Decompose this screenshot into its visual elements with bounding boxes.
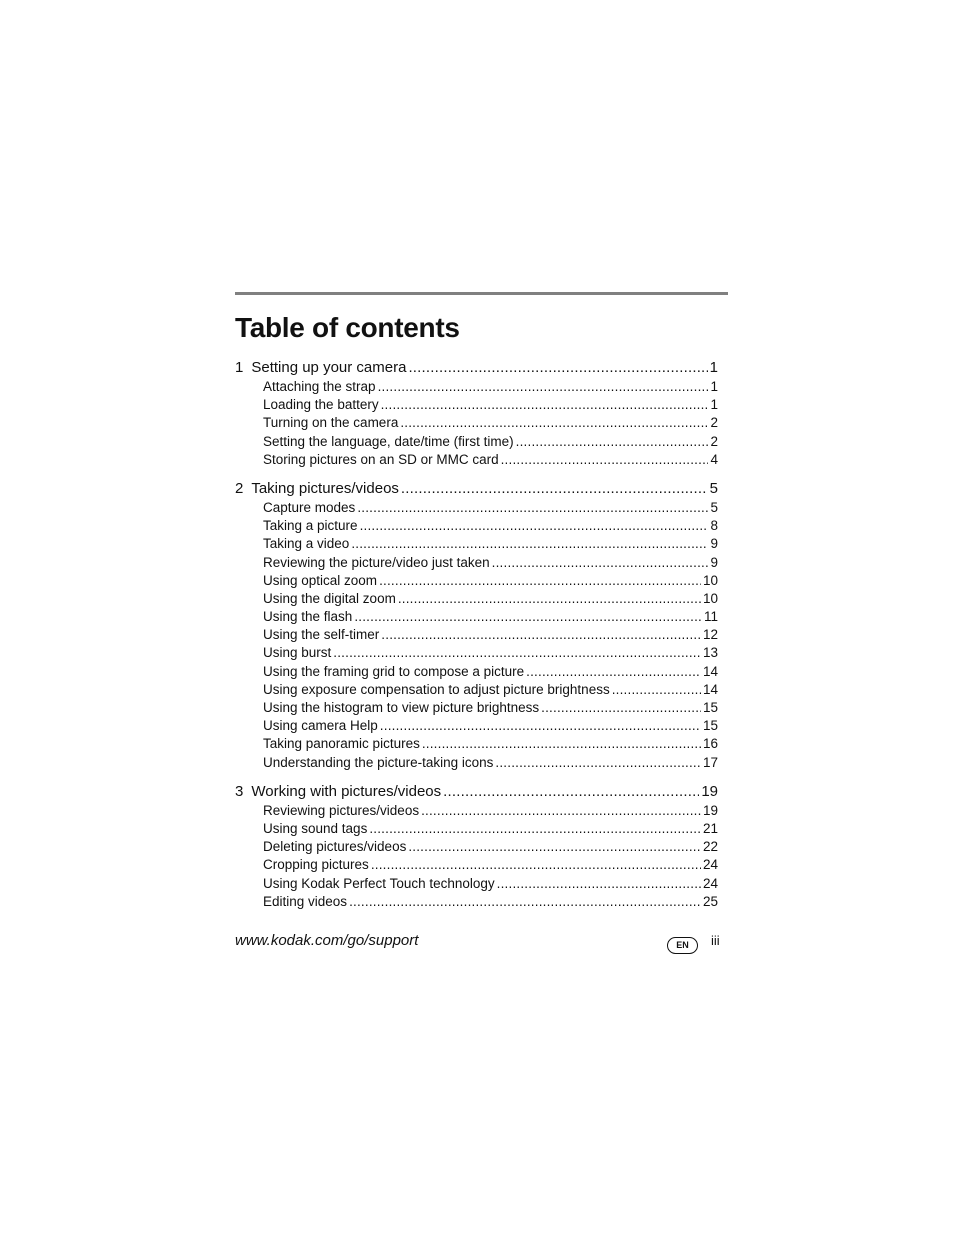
toc-entry-label: Using camera Help	[263, 718, 378, 734]
toc-entry-label: Attaching the strap	[263, 379, 376, 394]
toc-entry[interactable]	[235, 517, 718, 535]
toc-chapter-2	[235, 479, 718, 772]
toc-chapter-3	[235, 782, 718, 911]
toc-entry-page-number: 2	[710, 433, 718, 449]
footer-support-link[interactable]: www.kodak.com/go/support	[235, 932, 419, 949]
toc-entry-page-number: 12	[702, 627, 718, 643]
toc-entry[interactable]	[235, 433, 718, 451]
toc-entry-page-number: 13	[702, 645, 718, 661]
chapter-number: 3	[235, 782, 244, 800]
toc-entry[interactable]	[235, 590, 718, 608]
toc-entry[interactable]	[235, 644, 718, 662]
toc-entry-label: Taking a picture	[263, 518, 358, 534]
dot-leader	[349, 893, 701, 911]
toc-entry-label: Using the histogram to view picture brightness	[263, 700, 540, 715]
dot-leader	[541, 699, 701, 717]
toc-entry[interactable]	[235, 608, 718, 626]
toc-entry-label: Using Kodak Perfect Touch technology	[263, 875, 495, 891]
toc-entry-page-number: 17	[702, 754, 718, 770]
toc-entry-page-number: 16	[702, 736, 718, 752]
page-title: Table of contents	[235, 312, 460, 343]
dot-leader	[379, 572, 701, 590]
dot-leader	[408, 358, 707, 378]
toc-entry-label: Using optical zoom	[263, 572, 378, 588]
toc-entry-label: Using the flash	[263, 609, 353, 625]
toc-entry-page-number: 19	[702, 802, 718, 818]
toc-entry-page-number: 10	[702, 590, 718, 606]
toc-entry-page-number: 8	[710, 518, 718, 534]
toc-entry-label: Reviewing pictures/videos	[263, 802, 420, 818]
toc-chapter-heading[interactable]	[235, 358, 718, 378]
toc-entry-page-number: 5	[710, 499, 718, 515]
dot-leader	[612, 681, 701, 699]
toc-entry[interactable]	[235, 414, 718, 432]
toc-entry[interactable]	[235, 451, 718, 469]
toc-entry[interactable]	[235, 820, 718, 838]
title-rule	[235, 292, 728, 295]
toc-entry[interactable]	[235, 893, 718, 911]
toc-entry-page-number: 2	[710, 415, 718, 431]
dot-leader	[381, 626, 701, 644]
toc-entry-label: Editing videos	[263, 893, 348, 909]
chapter-number: 2	[235, 479, 244, 497]
toc-entry[interactable]	[235, 802, 718, 820]
dot-leader	[380, 717, 701, 735]
toc-entry-page-number: 9	[710, 536, 718, 552]
language-badge: EN	[667, 937, 698, 954]
dot-leader	[421, 802, 701, 820]
toc-entry-page-number: 21	[702, 820, 718, 836]
toc-entry[interactable]	[235, 535, 718, 553]
toc-entry-page-number: 1	[710, 397, 718, 413]
toc-entry-page-number: 4	[710, 451, 718, 467]
toc-entry-label: Setting the language, date/time (first time)	[263, 433, 514, 449]
toc-entry-page-number: 10	[702, 572, 718, 588]
toc-entry-page-number: 14	[702, 681, 718, 697]
toc-entry-label: Turning on the camera	[263, 415, 399, 431]
toc-entry[interactable]	[235, 663, 718, 681]
toc-entry-page-number: 1	[710, 379, 718, 394]
toc-entry-label: Taking panoramic pictures	[263, 736, 420, 752]
toc-entry-page-number: 15	[702, 700, 718, 715]
chapter-page-number: 19	[701, 782, 718, 800]
toc-entry-label: Understanding the picture-taking icons	[263, 754, 494, 770]
toc-entry-label: Storing pictures on an SD or MMC card	[263, 451, 499, 467]
dot-leader	[369, 820, 701, 838]
toc-entry[interactable]	[235, 499, 718, 517]
page-number: iii	[711, 933, 720, 948]
chapter-number: 1	[235, 359, 244, 376]
dot-leader	[501, 451, 709, 469]
toc-entry[interactable]	[235, 754, 718, 772]
dot-leader	[401, 479, 708, 499]
toc-entry[interactable]	[235, 554, 718, 572]
chapter-page-number: 1	[709, 359, 718, 376]
toc-entry[interactable]	[235, 699, 718, 717]
dot-leader	[354, 608, 702, 626]
toc-entry[interactable]	[235, 572, 718, 590]
toc-entry[interactable]	[235, 735, 718, 753]
toc-entry-page-number: 15	[702, 718, 718, 734]
dot-leader	[526, 663, 701, 681]
dot-leader	[371, 856, 701, 874]
toc-entry[interactable]	[235, 717, 718, 735]
dot-leader	[422, 735, 701, 753]
toc-entry-label: Using the digital zoom	[263, 590, 396, 606]
dot-leader	[351, 535, 708, 553]
toc-entry-label: Loading the battery	[263, 397, 379, 413]
toc-entry-page-number: 25	[702, 893, 718, 909]
dot-leader	[378, 378, 709, 396]
toc-entry-label: Deleting pictures/videos	[263, 839, 407, 855]
dot-leader	[398, 590, 701, 608]
toc-entry-label: Taking a video	[263, 536, 350, 552]
toc-entry[interactable]	[235, 681, 718, 699]
dot-leader	[360, 517, 709, 535]
dot-leader	[497, 875, 701, 893]
dot-leader	[381, 396, 709, 414]
toc-entry-label: Using the framing grid to compose a picture	[263, 663, 525, 679]
dot-leader	[400, 414, 708, 432]
chapter-page-number: 5	[709, 479, 718, 497]
toc-chapter-heading[interactable]	[235, 782, 718, 802]
table-of-contents	[235, 358, 718, 921]
toc-entry-page-number: 9	[710, 554, 718, 570]
toc-entry-label: Cropping pictures	[263, 857, 369, 873]
toc-entry-page-number: 24	[702, 857, 718, 873]
toc-entry-page-number: 14	[702, 663, 718, 679]
toc-entry-label: Capture modes	[263, 499, 356, 515]
toc-entry[interactable]	[235, 626, 718, 644]
dot-leader	[492, 554, 709, 572]
toc-entry-page-number: 11	[703, 609, 718, 625]
toc-entry[interactable]	[235, 378, 718, 396]
chapter-title: Taking pictures/videos	[251, 479, 399, 497]
toc-entry-label: Using exposure compensation to adjust picture brightness	[263, 681, 610, 697]
chapter-title: Setting up your camera	[251, 359, 407, 376]
toc-entry-label: Reviewing the picture/video just taken	[263, 554, 490, 570]
dot-leader	[333, 644, 701, 662]
chapter-title: Working with pictures/videos	[251, 782, 442, 800]
toc-entry[interactable]	[235, 838, 718, 856]
dot-leader	[443, 782, 699, 802]
toc-entry-page-number: 24	[702, 875, 718, 891]
dot-leader	[357, 499, 708, 517]
toc-entry[interactable]	[235, 875, 718, 893]
toc-chapter-1	[235, 358, 718, 469]
dot-leader	[408, 838, 701, 856]
toc-entry[interactable]	[235, 396, 718, 414]
toc-entry[interactable]	[235, 856, 718, 874]
dot-leader	[495, 754, 701, 772]
toc-entry-label: Using sound tags	[263, 820, 368, 836]
dot-leader	[516, 433, 709, 451]
toc-entry-page-number: 22	[702, 839, 718, 855]
toc-entry-label: Using the self-timer	[263, 627, 380, 643]
toc-entry-label: Using burst	[263, 645, 332, 661]
toc-chapter-heading[interactable]	[235, 479, 718, 499]
